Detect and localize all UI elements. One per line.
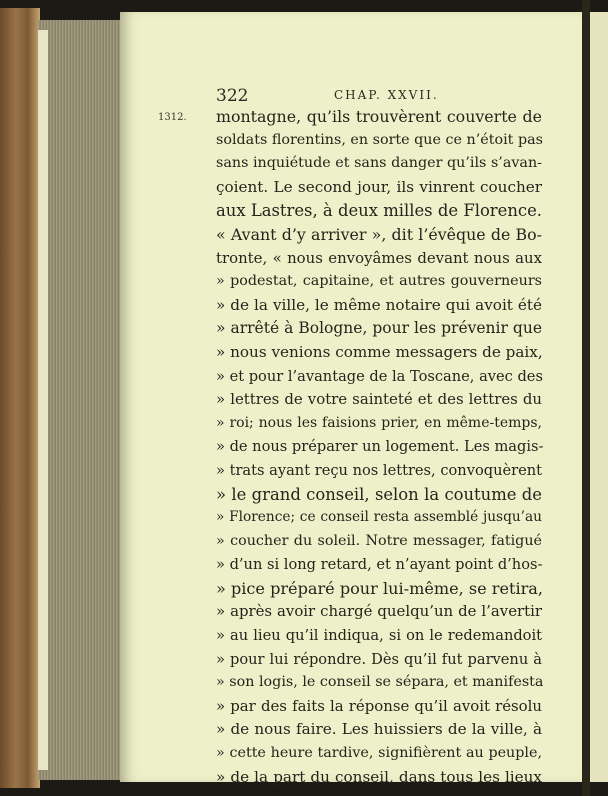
text-line: » son logis, le conseil se sépara, et manifesta <box>216 674 544 691</box>
text-line: » par des faits la réponse qu’il avoit résolu <box>216 696 542 715</box>
text-line: » de la part du conseil, dans tous les lieux <box>216 767 542 786</box>
text-line: aux Lastres, à deux milles de Florence. <box>216 201 542 221</box>
text-line: » de la ville, le même notaire qui avoit été <box>216 295 542 314</box>
text-line: » lettres de votre sainteté et des lettres du <box>216 390 542 409</box>
body-text <box>216 105 542 789</box>
text-line: » podestat, capitaine, et autres gouverneurs <box>216 273 542 290</box>
text-line: » pour lui répondre. Dès qu’il fut parvenu à <box>216 650 542 668</box>
text-line: » coucher du soleil. Notre messager, fatigué <box>216 532 542 549</box>
page-number: 322 <box>216 86 249 106</box>
text-line: » nous venions comme messagers de paix, <box>216 342 543 361</box>
text-line: tronte, « nous envoyâmes devant nous aux <box>216 248 542 267</box>
text-line: » de nous faire. Les huissiers de la ville, à <box>216 720 542 739</box>
text-line: çoient. Le second jour, ils vinrent coucher <box>216 177 542 196</box>
gutter <box>582 0 590 796</box>
text-line: » au lieu qu’il indiqua, si on le redemandoit <box>216 627 542 645</box>
flyleaf-edge <box>38 30 48 770</box>
chapter-heading: CHAP. XXVII. <box>334 88 439 102</box>
text-line: » de nous préparer un logement. Les magis- <box>216 438 544 456</box>
text-line: sans inquiétude et sans danger qu’ils s’avan- <box>216 155 542 172</box>
text-line: » roi; nous les faisions prier, en même-temps, <box>216 414 542 431</box>
text-line: » Florence; ce conseil resta assemblé jusqu’au <box>216 509 542 526</box>
facing-page-edge <box>590 12 608 782</box>
text-line: montagne, qu’ils trouvèrent couverte de <box>216 107 542 126</box>
text-line: » cette heure tardive, signifièrent au peuple, <box>216 745 542 762</box>
margin-year: 1312. <box>158 112 187 123</box>
text-line: » après avoir chargé quelqu’un de l’avertir <box>216 602 542 621</box>
text-line: » le grand conseil, selon la coutume de <box>216 484 542 504</box>
page-edges <box>38 20 122 780</box>
text-line: « Avant d’y arriver », dit l’évêque de Bo- <box>216 224 542 244</box>
text-line: » arrêté à Bologne, pour les prévenir que <box>216 319 542 338</box>
text-line: » pice préparé pour lui-même, se retira, <box>216 578 544 598</box>
text-line: » d’un si long retard, et n’ayant point d’hos- <box>216 556 543 574</box>
text-line: soldats florentins, en sorte que ce n’étoit pas <box>216 131 543 148</box>
text-line: » et pour l’avantage de la Toscane, avec des <box>216 367 543 385</box>
book-cover-left <box>0 8 40 788</box>
text-line: » trats ayant reçu nos lettres, convoquèrent <box>216 461 542 479</box>
